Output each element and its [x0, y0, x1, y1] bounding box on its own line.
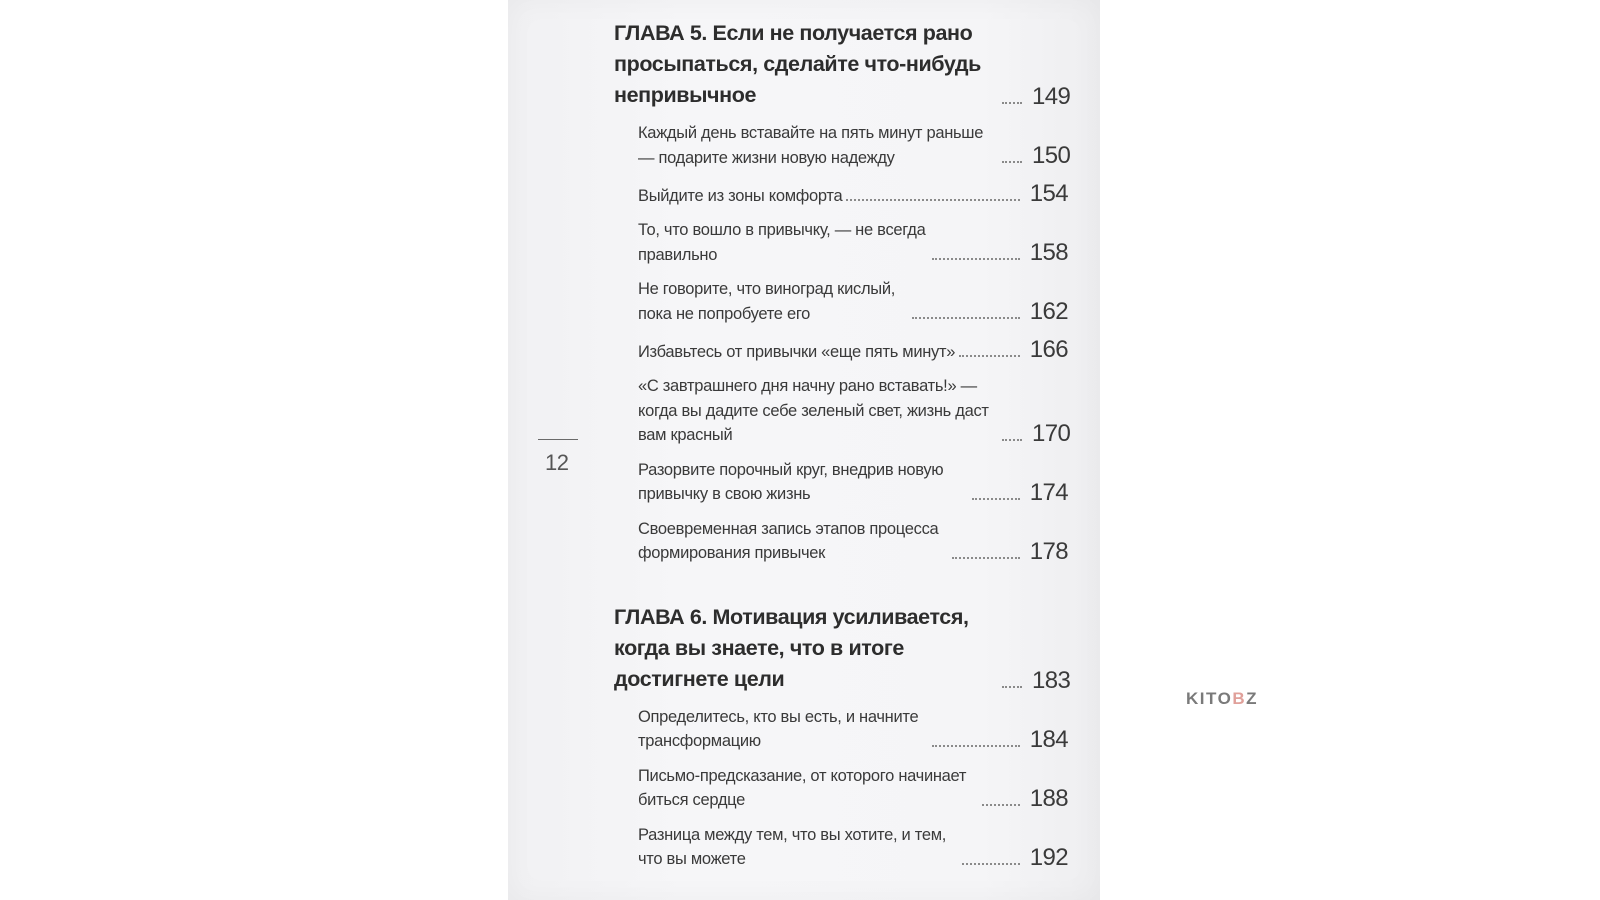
- toc-entry: [638, 705, 1068, 754]
- entry-page: 158: [1029, 239, 1068, 266]
- entry-title: Определитесь, кто вы есть, и начните трансформацию: [638, 707, 919, 750]
- entry-title: Своевременная запись этапов процесса формирования привычек: [638, 519, 939, 562]
- entry-page: 166: [1029, 336, 1068, 363]
- entry-title: Письмо-предсказание, от которого начинает биться сердце: [638, 766, 967, 809]
- entry-title: Разница между тем, что вы хотите, и тем, что вы можете: [638, 825, 947, 868]
- dot-leader: [932, 745, 1020, 747]
- folio-rule: [538, 439, 578, 440]
- toc-entry: [638, 180, 1068, 208]
- entry-title: Не говорите, что виноград кислый, пока не попробуете его: [638, 280, 896, 323]
- toc-chapter-5: [614, 18, 1071, 111]
- toc-entry: [638, 121, 1071, 170]
- entry-title: «С завтрашнего дня начну рано вставать!» — когда вы дадите себе зеленый свет, жизнь даст вам красный: [638, 377, 989, 444]
- dot-leader: [846, 199, 1019, 201]
- toc-entry: [638, 218, 1068, 267]
- toc-entry: [638, 764, 1068, 813]
- dot-leader: [932, 258, 1020, 260]
- chapter-title: ГЛАВА 5. Если не получается рано просыпаться, сделайте что-нибудь непривычное: [614, 21, 981, 107]
- watermark-suffix: Z: [1246, 689, 1258, 708]
- site-watermark-logo: [1186, 689, 1258, 709]
- entry-page: 154: [1029, 180, 1068, 207]
- watermark-accent: B: [1232, 689, 1247, 708]
- chapter-title: ГЛАВА 6. Мотивация усиливается, когда вы знаете, что в итоге достигнете цели: [614, 604, 969, 691]
- entry-page: 188: [1029, 784, 1068, 812]
- entry-title: Разорвите порочный круг, внедрив новую привычку в свою жизнь: [638, 460, 944, 503]
- table-of-contents: [614, 18, 1071, 872]
- toc-entry: [638, 277, 1068, 326]
- dot-leader: [912, 317, 1020, 319]
- dot-leader: [962, 863, 1020, 865]
- entry-page: 184: [1029, 725, 1068, 753]
- watermark-prefix: KITO: [1186, 689, 1233, 708]
- toc-entry: [638, 823, 1068, 872]
- dot-leader: [1002, 439, 1022, 441]
- entry-page: 174: [1029, 478, 1068, 506]
- entry-title: Избавьтесь от привычки «еще пять минут»: [638, 342, 956, 361]
- entry-page: 150: [1032, 142, 1071, 169]
- dot-leader: [982, 804, 1020, 806]
- toc-entry: [638, 517, 1068, 566]
- chapter-page: 149: [1032, 83, 1071, 110]
- toc-entry: [638, 458, 1068, 507]
- dot-leader: [1002, 686, 1022, 688]
- entry-page: 170: [1032, 419, 1071, 447]
- dot-leader: [1002, 102, 1022, 104]
- entry-page: 178: [1029, 537, 1068, 565]
- entry-page: 192: [1029, 843, 1068, 871]
- dot-leader: [1002, 161, 1022, 163]
- dot-leader: [952, 557, 1020, 559]
- dot-leader: [959, 355, 1020, 357]
- chapter-page: 183: [1032, 666, 1071, 694]
- toc-entry: [638, 336, 1068, 364]
- entry-title: Каждый день вставайте на пять минут раньше — подарите жизни новую надежду: [638, 124, 984, 167]
- page-number: 12: [545, 450, 569, 475]
- dot-leader: [972, 498, 1020, 500]
- toc-entry: [638, 374, 1071, 448]
- entry-page: 162: [1029, 298, 1068, 325]
- entry-title: То, что вошло в привычку, — не всегда правильно: [638, 221, 926, 264]
- toc-chapter-6: [614, 602, 1071, 695]
- entry-title: Выйдите из зоны комфорта: [638, 186, 843, 205]
